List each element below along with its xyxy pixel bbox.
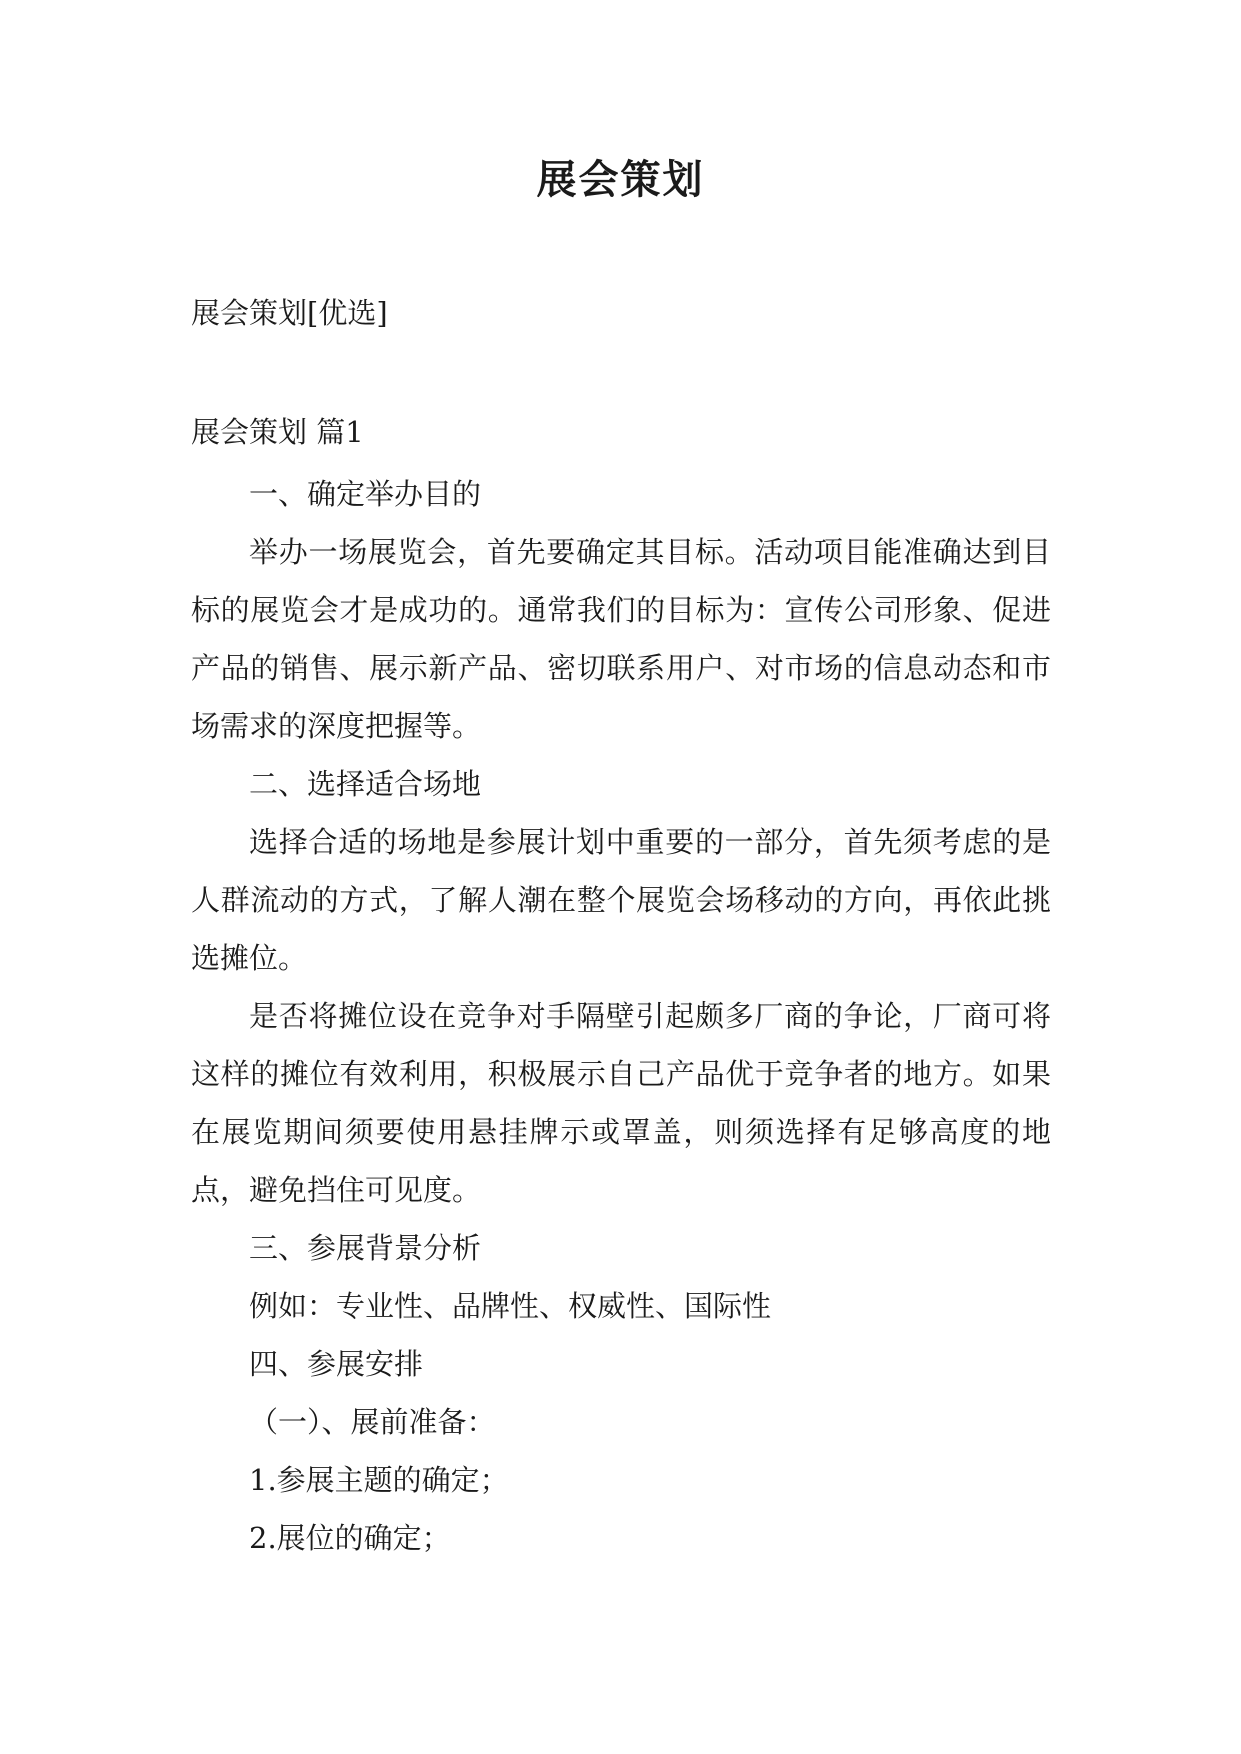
paragraph: 例如：专业性、品牌性、权威性、国际性 xyxy=(249,1289,772,1323)
paragraph: 选择合适的场地是参展计划中重要的一部分，首先须考虑的是人群流动的方式，了解人潮在整个展览会场移动的方向，再依此挑选摊位。 xyxy=(191,825,1051,975)
paragraph: 是否将摊位设在竞争对手隔壁引起颇多厂商的争论，厂商可将这样的摊位有效利用，积极展示自己产品优于竞争者的地方。如果在展览期间须要使用悬挂牌示或罩盖，则须选择有足够高度的地点，避免挡住可见度。 xyxy=(191,999,1051,1207)
paragraph-heading-2: 二、选择适合场地 xyxy=(249,767,482,801)
document-subtitle: 展会策划[优选] xyxy=(191,296,388,330)
section-heading: 展会策划 篇1 xyxy=(191,415,364,449)
paragraph-heading-4: 四、参展安排 xyxy=(249,1347,424,1381)
paragraph-heading-1: 一、确定举办目的 xyxy=(249,477,482,511)
paragraph-heading-3: 三、参展背景分析 xyxy=(249,1231,482,1265)
list-item: 1.参展主题的确定； xyxy=(249,1463,509,1497)
paragraph: 举办一场展览会，首先要确定其目标。活动项目能准确达到目标的展览会才是成功的。通常我们的目标为：宣传公司形象、促进产品的销售、展示新产品、密切联系用户、对市场的信息动态和市场需求的深度把握等。 xyxy=(191,535,1051,743)
document-body xyxy=(191,465,1051,1567)
paragraph-subheading: （一）、展前准备： xyxy=(249,1405,496,1439)
list-item: 2.展位的确定； xyxy=(249,1521,451,1555)
document-title: 展会策划 xyxy=(536,157,705,203)
